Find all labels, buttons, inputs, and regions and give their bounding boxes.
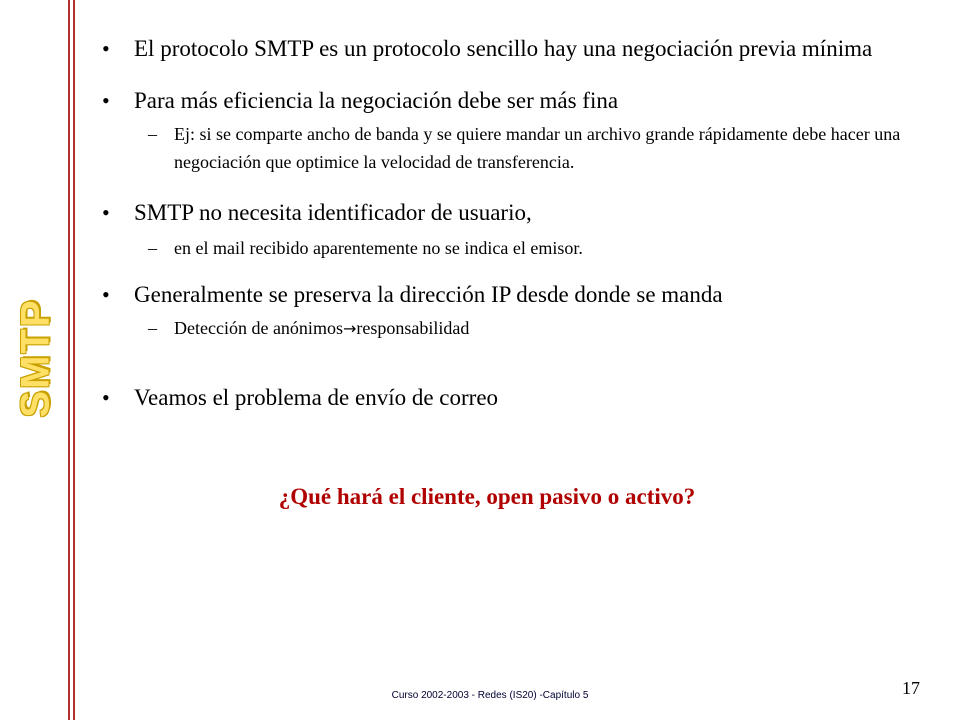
bullet-3-text: SMTP no necesita identificador de usuario,	[134, 200, 532, 225]
sub-bullet-4-text-before: Detección de anónimos	[174, 318, 343, 338]
bullet-4-text: Generalmente se preserva la dirección IP desde donde se manda	[134, 282, 723, 307]
slide-content	[100, 30, 920, 413]
sub-bullet-3	[100, 234, 920, 262]
left-border-line-inner	[73, 0, 75, 720]
bullet-5	[100, 383, 920, 413]
sub-dash: –	[148, 318, 157, 338]
sub-bullet-2	[100, 120, 920, 176]
bullet-1-text: El protocolo SMTP es un protocolo sencillo hay una negociación previa mínima	[134, 36, 873, 61]
bullet-2-text: Para más eficiencia la negociación debe ser más fina	[134, 88, 619, 113]
sub-dash: –	[148, 124, 157, 144]
page-number: 17	[902, 678, 920, 698]
bullet-4	[100, 280, 920, 310]
sub-bullet-4-text-after: responsabilidad	[356, 318, 470, 338]
bullet-dot: •	[102, 88, 110, 113]
bullet-dot: •	[102, 36, 110, 61]
bullet-3	[100, 198, 920, 228]
bullet-1	[100, 34, 920, 64]
sub-bullet-2-text: Ej: si se comparte ancho de banda y se quiere mandar un archivo grande rápidamente debe hacer una negociación que optimice la velocidad de transferencia.	[174, 124, 901, 172]
right-arrow-icon: →	[342, 319, 357, 338]
sub-bullet-3-text: en el mail recibido aparentemente no se indica el emisor.	[174, 238, 583, 258]
bullet-dot: •	[102, 282, 110, 307]
bullet-dot: •	[102, 200, 110, 225]
sub-bullet-4	[100, 314, 920, 343]
left-border-line	[68, 0, 70, 720]
footer-course-info: Curso 2002-2003 - Redes (IS20) -Capítulo 5	[391, 690, 589, 701]
bullet-5-text: Veamos el problema de envío de correo	[134, 385, 499, 410]
side-title: SMTP	[13, 298, 58, 418]
sub-dash: –	[148, 238, 157, 258]
bullet-2	[100, 86, 920, 116]
highlight-question: ¿Qué hará el cliente, open pasivo o activo?	[278, 484, 696, 509]
bullet-dot: •	[102, 385, 110, 410]
